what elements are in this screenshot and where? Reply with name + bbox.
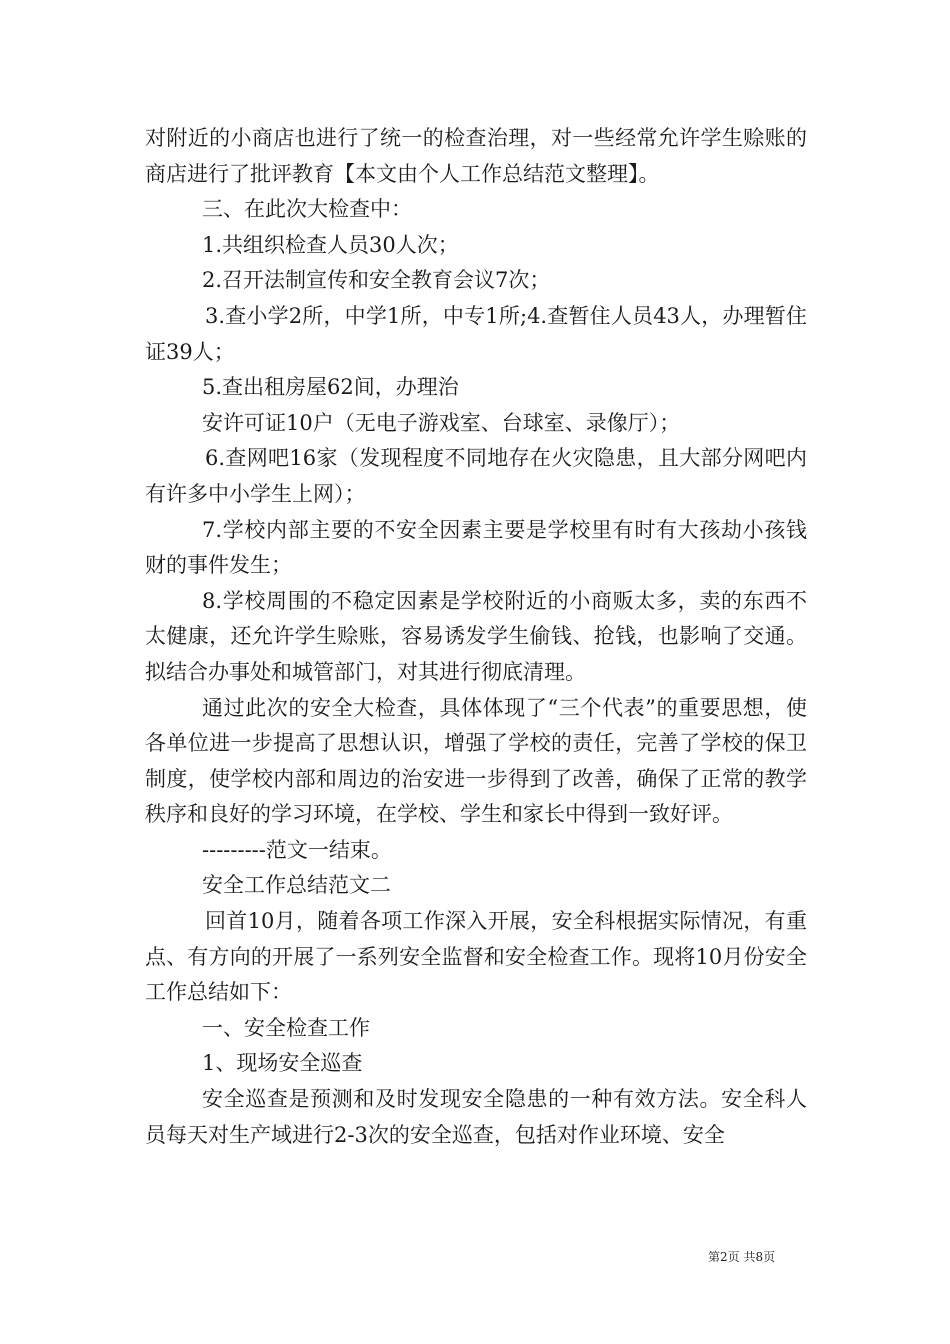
sample-two-title: 安全工作总结范文二 bbox=[202, 873, 391, 898]
list-item-2: 2.召开法制宣传和安全教育会议7次； bbox=[202, 268, 551, 293]
section-heading-safety-inspection: 一、安全检查工作 bbox=[202, 1015, 370, 1040]
list-item-8: 8.学校周围的不稳定因素是学校附近的小商贩太多，卖的东西不太健康，还允许学生赊账，容易诱发学生偷钱、抢钱，也影响了交通。拟结合办事处和城管部门，对其进行彻底清理。 bbox=[145, 588, 807, 684]
body-text bbox=[145, 121, 807, 1153]
list-item-5-continued: 安许可证10户（无电子游戏室、台球室、录像厅）； bbox=[202, 410, 681, 435]
list-item-1: 1.共组织检查人员30人次； bbox=[202, 232, 459, 257]
patrol-paragraph: 安全巡查是预测和及时发现安全隐患的一种有效方法。安全科人员每天对生产域进行2-3次的安全巡查，包括对作业环境、安全 bbox=[145, 1087, 807, 1147]
list-item-5: 5.查出租房屋62间，办理治 bbox=[202, 375, 459, 400]
paragraph-continuation: 对附近的小商店也进行了统一的检查治理，对一些经常允许学生赊账的商店进行了批评教育【本文由个人工作总结范文整理】。 bbox=[145, 126, 807, 186]
sample-end-marker: ---------范文一结束。 bbox=[202, 837, 392, 862]
list-item-6: 6.查网吧16家（发现程度不同地存在火灾隐患，且大部分网吧内有许多中小学生上网）； bbox=[145, 446, 807, 506]
subsection-heading-site-patrol: 1、现场安全巡查 bbox=[202, 1051, 363, 1076]
sample-two-intro: 回首10月，随着各项工作深入开展，安全科根据实际情况，有重点、有方向的开展了一系列安全监督和安全检查工作。现将10月份安全工作总结如下： bbox=[145, 909, 807, 1005]
section-heading-three: 三、在此次大检查中： bbox=[202, 197, 412, 222]
summary-paragraph: 通过此次的安全大检查，具体体现了“三个代表”的重要思想，使各单位进一步提高了思想认识，增强了学校的责任，完善了学校的保卫制度，使学校内部和周边的治安进一步得到了改善，确保了正常的教学秩序和良好的学习环境，在学校、学生和家长中得到一致好评。 bbox=[145, 695, 807, 827]
list-item-3-4: 3.查小学2所，中学1所，中专1所;4.查暂住人员43人，办理暂住证39人； bbox=[145, 303, 807, 364]
list-item-7: 7.学校内部主要的不安全因素主要是学校里有时有大孩劫小孩钱财的事件发生； bbox=[145, 517, 807, 578]
page-number: 第2页 共8页 bbox=[708, 1250, 776, 1264]
